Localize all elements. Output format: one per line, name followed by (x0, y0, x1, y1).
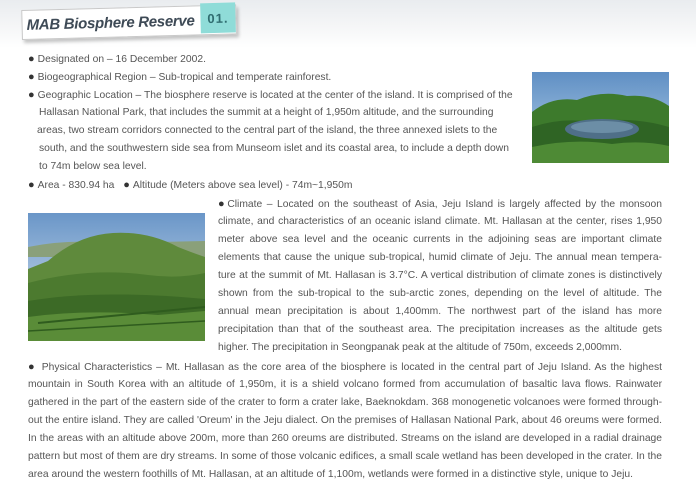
crater-lake-photo (532, 72, 669, 163)
geographic-line: to 74m below sea level. (39, 161, 147, 172)
climate-line: higher. The precipitation in Seongpanak peak at the altitude of 750m, exceeds 2,000mm. (218, 342, 622, 353)
physical-line: In the areas with an altitude above 200m, more than 260 oreums are distributed. Streams on the island are developed in a radial drainage (28, 433, 662, 444)
section-tag (21, 4, 237, 40)
bullet-icon: ● (28, 71, 35, 83)
physical-line: mountain in South Korea with an altitude of 1,950m, it is a shield volcano formed from accumulation of basaltic lava flows. Rainwater (28, 379, 662, 390)
climate-line: ture at the summit of Mt. Hallasan is 3.7°C. A vertical distribution of climate zones is distinctively (218, 270, 662, 281)
climate-line: climate, and characteristics of an oceanic island climate. Mt. Hallasan at the center, rises 1,950 (218, 216, 662, 227)
bullet-icon: ● (218, 198, 227, 210)
climate-line: meter above sea level and the oceanic currents in the adjoining seas are important climate (218, 234, 662, 245)
geographic-line: ● Geographic Location – The biosphere reserve is located at the center of the island. It is comprised of the (28, 89, 513, 101)
bullet-icon: ● (28, 361, 36, 373)
physical-line: pattern but most of them are dry streams. In some of those volcanic edifices, a small scale wetland has been developed in the crater. In the (28, 451, 662, 462)
physical-line: gathered in the part of the eastern side of the crater to form a crater lake, Baeknokdam. 368 monogenetic volcanoes were formed through- (28, 397, 662, 408)
bullet-icon: ● (28, 179, 35, 191)
geographic-line: south, and the southwestern side sea from Munseom islet and its coastal area, to include a depth down (39, 143, 509, 154)
physical-line: area around the western foothills of Mt. Hallasan, at an altitude of 1,100m, wetlands were formed in a distinctive style, unique to Jeju. (28, 469, 633, 480)
climate-line: annual mean precipitation is about 1,400mm. The northwest part of the island has more (218, 306, 662, 317)
physical-line: ● Physical Characteristics – Mt. Hallasan as the core area of the biosphere is located in the central part of Jeju Island. As the highest (28, 361, 662, 373)
physical-line: out the entire island. They are called 'Oreum' in the Jeju dialect. On the premises of Hallasan National Park, about 46 oreums were formed. (28, 415, 662, 426)
bullet-icon: ● (28, 53, 35, 65)
bullet-icon: ● (123, 179, 130, 191)
climate-line: precipitation than that of the southeast area. The precipitation increases as the altitude gets (218, 324, 662, 335)
oreum-landscape-photo (28, 213, 205, 341)
bullet-icon: ● (28, 89, 35, 101)
biogeo-line: ● Biogeographical Region – Sub-tropical and temperate rainforest. (28, 71, 332, 83)
climate-line: ●Climate – Located on the southeast of Asia, Jeju Island is largely affected by the monsoon (218, 198, 662, 210)
section-number: 01. (200, 2, 236, 33)
geographic-line: Hallasan National Park, that includes the summit at a height of 1,950m altitude, and the surrounding (39, 107, 494, 118)
area-line: ● Area - 830.94 ha ● Altitude (Meters above sea level) - 74m~1,950m (28, 179, 353, 191)
climate-line: elements that cause the unique sub-tropical, humid climate of Jeju. The annual mean tempera- (218, 252, 662, 263)
geographic-line: areas, two stream corridors connected to the central part of the island, the three annexed islets to the (37, 125, 498, 136)
climate-line: shown from the sub-tropical to the sub-arctic zones, depending on the level of altitude. The (218, 288, 662, 299)
page-title: MAB Biosphere Reserve (26, 11, 195, 34)
designated-line: ● Designated on – 16 December 2002. (28, 53, 206, 65)
